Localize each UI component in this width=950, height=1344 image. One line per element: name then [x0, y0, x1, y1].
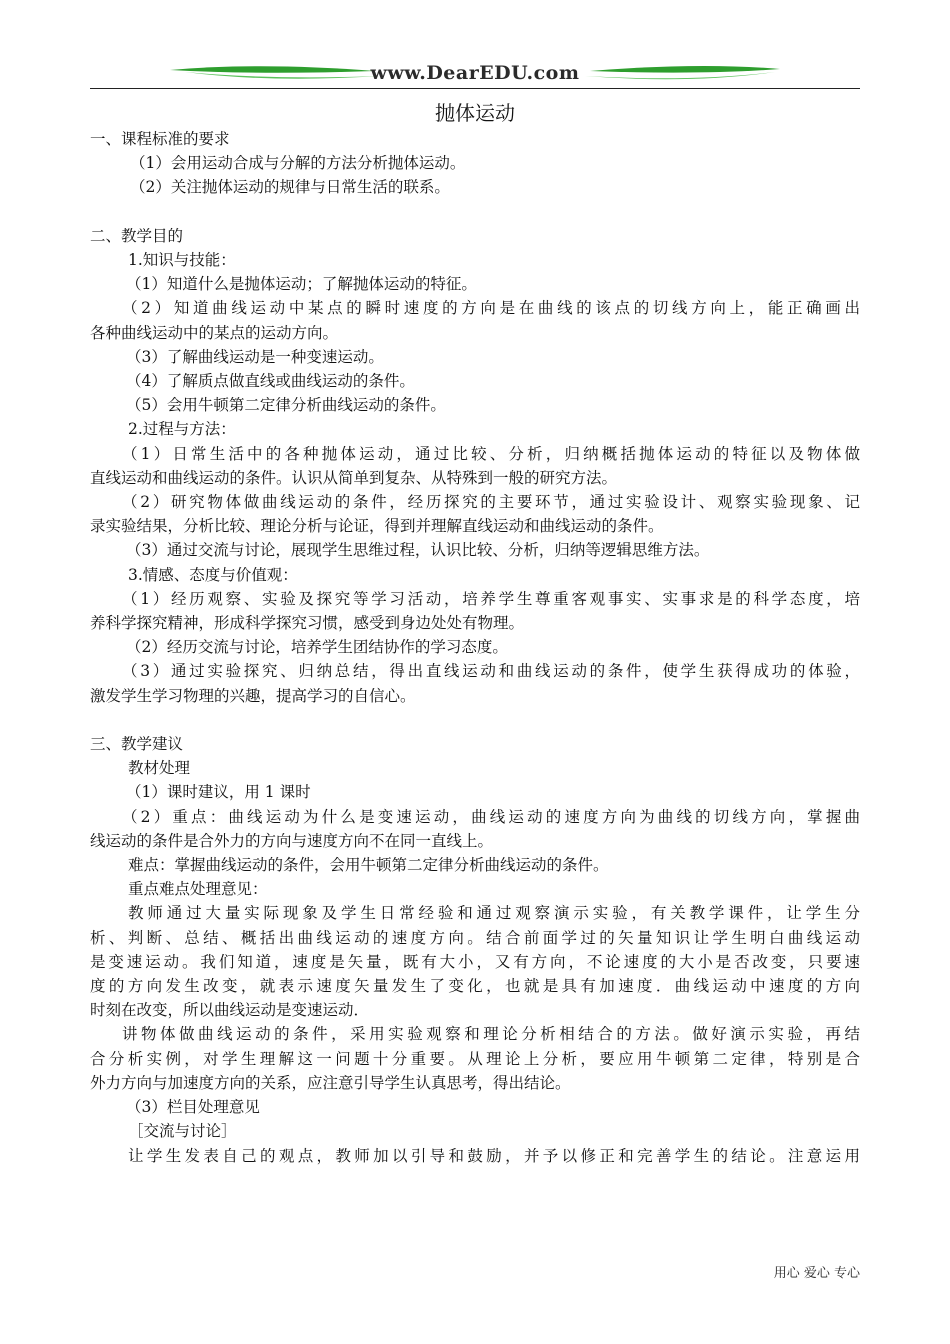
text-line: 重点难点处理意见： — [128, 880, 268, 899]
document-body — [90, 127, 860, 1168]
text-line: （2）知道曲线运动中某点的瞬时速度的方向是在曲线的该点的切线方向上，能正确画出 — [122, 299, 860, 318]
text-line: 是变速运动。我们知道，速度是矢量，既有大小，又有方向，不论速度的大小是否改变，只要速 — [90, 952, 860, 971]
text-line: （1）日常生活中的各种抛体运动，通过比较、分析，归纳概括抛体运动的特征以及物体做 — [122, 444, 860, 463]
page-title: 抛体运动 — [435, 101, 515, 125]
text-line: 激发学生学习物理的兴趣，提高学习的自信心。 — [90, 686, 416, 705]
text-line: （1）经历观察、实验及探究等学习活动，培养学生尊重客观事实、实事求是的科学态度，培 — [122, 589, 860, 608]
text-line: （1）会用运动合成与分解的方法分析抛体运动。 — [130, 154, 466, 173]
text-line: （2）研究物体做曲线运动的条件，经历探究的主要环节，通过实验设计、观察实验现象、记 — [122, 493, 860, 512]
text-line: （3）栏目处理意见 — [126, 1098, 260, 1117]
text-line: 1.知识与技能： — [128, 251, 236, 269]
text-line: 线运动的条件是合外力的方向与速度方向不在同一直线上。 — [90, 831, 494, 850]
text-line: 养科学探究精神，形成科学探究习惯，感受到身边处处有物理。 — [90, 614, 525, 633]
text-line: 外力方向与加速度方向的关系，应注意引导学生认真思考，得出结论。 — [90, 1073, 571, 1092]
text-line: 3.情感、态度与价值观： — [128, 565, 298, 584]
text-line: 三、教学建议 — [90, 735, 184, 754]
text-line: 让学生发表自己的观点，教师加以引导和鼓励，并予以修正和完善学生的结论。注意运用 — [128, 1146, 860, 1165]
text-line: 讲物体做曲线运动的条件，采用实验观察和理论分析相结合的方法。做好演示实验，再结 — [122, 1025, 860, 1044]
site-logo-text: www.DearEDU.com — [370, 62, 580, 84]
blank-line — [90, 708, 860, 732]
text-line: 难点：掌握曲线运动的条件，会用牛顿第二定律分析曲线运动的条件。 — [128, 856, 609, 875]
text-line: （1）课时建议，用 1 课时 — [126, 783, 311, 802]
text-line: （3）了解曲线运动是一种变速运动。 — [126, 347, 384, 366]
text-line: 二、教学目的 — [90, 226, 184, 245]
header-rule — [90, 88, 860, 89]
text-line: （3）通过交流与讨论，展现学生思维过程，认识比较、分析，归纳等逻辑思维方法。 — [126, 541, 710, 560]
blank-line — [90, 200, 860, 224]
text-line: （2）关注抛体运动的规律与日常生活的联系。 — [130, 178, 450, 197]
text-line: ［交流与讨论］ — [128, 1122, 237, 1141]
text-line: （4）了解质点做直线或曲线运动的条件。 — [126, 372, 415, 391]
text-line: 时刻在改变，所以曲线运动是变速运动． — [90, 1001, 370, 1020]
text-line: （2）重点：曲线运动为什么是变速运动，曲线运动的速度方向为曲线的切线方向，掌握曲 — [122, 807, 860, 826]
text-line: 合分析实例，对学生理解这一问题十分重要。从理论上分析，要应用牛顿第二定律，特别是合 — [90, 1049, 860, 1068]
text-line: 度的方向发生改变，就表示速度矢量发生了变化，也就是具有加速度．曲线运动中速度的方向 — [90, 977, 860, 996]
text-line: （5）会用牛顿第二定律分析曲线运动的条件。 — [126, 396, 446, 415]
site-header-banner — [90, 56, 860, 92]
text-line: 各种曲线运动中的某点的运动方向。 — [90, 323, 339, 342]
text-line: （1）知道什么是抛体运动；了解抛体运动的特征。 — [126, 275, 477, 294]
text-line: 教师通过大量实际现象及学生日常经验和通过观察演示实验，有关教学课件，让学生分 — [128, 904, 860, 923]
text-line: （2）经历交流与讨论，培养学生团结协作的学习态度。 — [126, 638, 508, 657]
text-line: 教材处理 — [128, 759, 191, 778]
text-line: 2.过程与方法： — [128, 420, 236, 439]
text-line: （3）通过实验探究、归纳总结，得出直线运动和曲线运动的条件，使学生获得成功的体验， — [122, 662, 860, 681]
text-line: 析、判断、总结、概括出曲线运动的速度方向。结合前面学过的矢量知识让学生明白曲线运动 — [90, 928, 860, 947]
page-footer: 用心 爱心 专心 — [773, 1266, 860, 1281]
text-line: 直线运动和曲线运动的条件。认识从简单到复杂、从特殊到一般的研究方法。 — [90, 468, 618, 487]
text-line: 录实验结果，分析比较、理论分析与论证，得到并理解直线运动和曲线运动的条件。 — [90, 517, 664, 536]
text-line: 一、课程标准的要求 — [90, 130, 230, 148]
